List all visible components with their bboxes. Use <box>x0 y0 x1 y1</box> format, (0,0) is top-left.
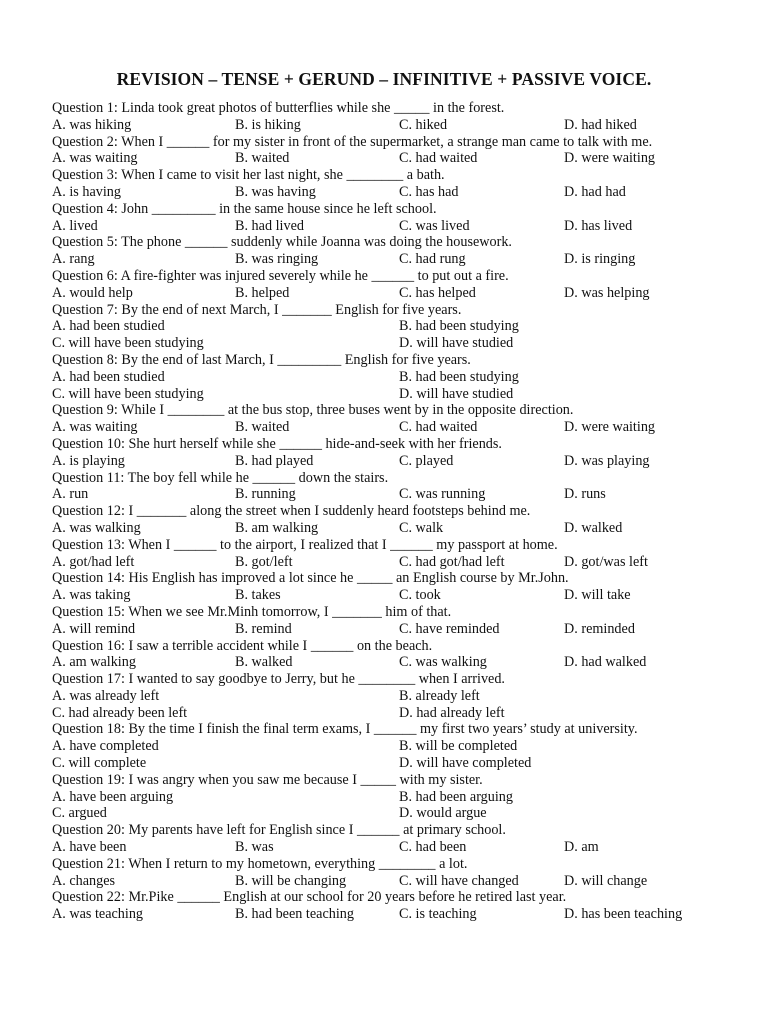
question-text: Question 3: When I came to visit her last night, she ________ a bath. <box>52 167 445 184</box>
answer-option: C. hiked <box>399 116 448 133</box>
option-row <box>52 839 742 856</box>
option-row <box>52 386 742 403</box>
answer-option: A. had been studied <box>52 368 165 385</box>
answer-option: B. remind <box>235 620 292 637</box>
question-text: Question 2: When I ______ for my sister in front of the supermarket, a strange man came to talk with me. <box>52 133 653 150</box>
answer-option: A. have been arguing <box>52 788 174 805</box>
answer-option: A. changes <box>52 872 116 889</box>
answer-option: A. have been <box>52 839 127 856</box>
question-text: Question 22: Mr.Pike ______ English at our school for 20 years before he retired last year. <box>52 889 567 906</box>
answer-option: D. will have completed <box>399 755 532 772</box>
answer-option: D. had already left <box>399 704 505 721</box>
option-row <box>52 705 742 722</box>
option-row <box>52 755 742 772</box>
answer-option: B. had been arguing <box>399 788 513 805</box>
answer-option: B. had been studying <box>399 368 519 385</box>
answer-option: C. walk <box>399 519 444 536</box>
answer-option: D. will change <box>564 872 648 889</box>
answer-option: B. had played <box>235 452 314 469</box>
question-text: Question 1: Linda took great photos of butterflies while she _____ in the forest. <box>52 100 505 116</box>
answer-option: C. will have been studying <box>52 385 204 402</box>
question-text: Question 21: When I return to my hometown, everything ________ a lot. <box>52 855 468 872</box>
option-row <box>52 369 742 386</box>
answer-option: C. has helped <box>399 284 476 301</box>
answer-option: C. will have been studying <box>52 335 204 352</box>
answer-option: B. waited <box>235 150 290 167</box>
answer-option: D. would argue <box>399 805 487 822</box>
answer-option: A. was waiting <box>52 150 138 167</box>
answer-option: A. rang <box>52 251 95 268</box>
answer-option: D. runs <box>564 486 606 503</box>
question-text: Question 17: I wanted to say goodbye to Jerry, but he ________ when I arrived. <box>52 671 505 688</box>
answer-option: B. was having <box>235 183 316 200</box>
answer-option: B. was ringing <box>235 251 319 268</box>
answer-option: D. is ringing <box>564 251 636 268</box>
answer-option: D. reminded <box>564 620 635 637</box>
question-text: Question 5: The phone ______ suddenly while Joanna was doing the housework. <box>52 234 512 251</box>
option-row <box>52 688 742 705</box>
answer-option: D. will have studied <box>399 335 514 352</box>
option-row <box>52 335 742 352</box>
answer-option: B. is hiking <box>235 116 301 133</box>
answer-option: C. was lived <box>399 217 470 234</box>
answer-option: C. argued <box>52 805 107 822</box>
answer-option: C. was walking <box>399 654 487 671</box>
answer-option: C. has had <box>399 183 459 200</box>
question-text: Question 15: When we see Mr.Minh tomorrow, I _______ him of that. <box>52 603 452 620</box>
answer-option: B. am walking <box>235 519 319 536</box>
answer-option: B. was <box>235 839 274 856</box>
answer-option: A. will remind <box>52 620 136 637</box>
answer-option: B. waited <box>235 419 290 436</box>
option-row <box>52 184 742 201</box>
answer-option: D. had hiked <box>564 116 637 133</box>
answer-option: A. was teaching <box>52 906 144 923</box>
answer-option: C. had been <box>399 839 467 856</box>
answer-option: A. had been studied <box>52 318 165 335</box>
answer-option: D. had had <box>564 183 626 200</box>
answer-option: B. had lived <box>235 217 304 234</box>
answer-option: D. were waiting <box>564 150 656 167</box>
answer-option: B. helped <box>235 284 290 301</box>
answer-option: B. will be changing <box>235 872 347 889</box>
answer-option: C. had got/had left <box>399 553 505 570</box>
option-row <box>52 150 742 167</box>
option-row <box>52 251 742 268</box>
option-row <box>52 285 742 302</box>
answer-option: B. running <box>235 486 296 503</box>
answer-option: C. had already been left <box>52 704 188 721</box>
option-row <box>52 789 742 806</box>
answer-option: B. will be completed <box>399 738 518 755</box>
answer-option: A. was already left <box>52 687 160 704</box>
answer-option: A. was waiting <box>52 419 138 436</box>
answer-option: A. run <box>52 486 89 503</box>
question-list <box>52 100 742 923</box>
option-row <box>52 554 742 571</box>
question-text: Question 20: My parents have left for English since I ______ at primary school. <box>52 822 506 839</box>
answer-option: A. would help <box>52 284 133 301</box>
option-row <box>52 318 742 335</box>
answer-option: C. had waited <box>399 150 478 167</box>
question-text: Question 14: His English has improved a lot since he _____ an English course by Mr.John. <box>52 570 569 587</box>
answer-option: C. will have changed <box>399 872 519 889</box>
option-row <box>52 218 742 235</box>
answer-option: B. had been teaching <box>235 906 354 923</box>
option-row <box>52 906 742 923</box>
answer-option: B. had been studying <box>399 318 519 335</box>
answer-option: A. got/had left <box>52 553 135 570</box>
answer-option: C. played <box>399 452 454 469</box>
answer-option: A. is having <box>52 183 121 200</box>
answer-option: B. got/left <box>235 553 293 570</box>
question-text: Question 12: I _______ along the street when I suddenly heard footsteps behind me. <box>52 503 531 520</box>
answer-option: A. was walking <box>52 519 141 536</box>
option-row <box>52 805 742 822</box>
option-row <box>52 520 742 537</box>
answer-option: C. took <box>399 587 441 604</box>
answer-option: C. had rung <box>399 251 466 268</box>
answer-option: A. was taking <box>52 587 131 604</box>
question-text: Question 16: I saw a terrible accident while I ______ on the beach. <box>52 637 433 654</box>
answer-option: D. will have studied <box>399 385 514 402</box>
answer-option: A. is playing <box>52 452 125 469</box>
option-row <box>52 453 742 470</box>
question-text: Question 8: By the end of last March, I _________ English for five years. <box>52 351 471 368</box>
option-row <box>52 117 742 134</box>
option-row <box>52 486 742 503</box>
answer-option: D. am <box>564 839 599 856</box>
question-text: Question 6: A fire-fighter was injured severely while he ______ to put out a fire. <box>52 267 509 284</box>
answer-option: C. is teaching <box>399 906 477 923</box>
answer-option: C. have reminded <box>399 620 500 637</box>
answer-option: D. was playing <box>564 452 650 469</box>
answer-option: D. walked <box>564 519 623 536</box>
answer-option: B. already left <box>399 687 480 704</box>
option-row <box>52 654 742 671</box>
answer-option: D. got/was left <box>564 553 648 570</box>
question-text: Question 9: While I ________ at the bus stop, three buses went by in the opposite direction. <box>52 402 574 419</box>
answer-option: C. will complete <box>52 755 147 772</box>
answer-option: C. was running <box>399 486 486 503</box>
question-text: Question 7: By the end of next March, I _______ English for five years. <box>52 301 462 318</box>
question-text: Question 11: The boy fell while he ______ down the stairs. <box>52 469 389 486</box>
question-text: Question 10: She hurt herself while she ______ hide-and-seek with her friends. <box>52 435 502 452</box>
answer-option: A. have completed <box>52 738 159 755</box>
answer-option: D. were waiting <box>564 419 656 436</box>
question-text: Question 4: John _________ in the same house since he left school. <box>52 200 437 217</box>
answer-option: B. walked <box>235 654 293 671</box>
option-row <box>52 873 742 890</box>
question-text: Question 19: I was angry when you saw me because I _____ with my sister. <box>52 771 483 788</box>
answer-option: B. takes <box>235 587 281 604</box>
answer-option: A. am walking <box>52 654 136 671</box>
answer-option: C. had waited <box>399 419 478 436</box>
option-row <box>52 738 742 755</box>
question-text: Question 13: When I ______ to the airport, I realized that I ______ my passport at home. <box>52 536 558 553</box>
answer-option: A. lived <box>52 217 98 234</box>
question-text: Question 18: By the time I finish the final term exams, I ______ my first two years’ study at university. <box>52 721 638 738</box>
option-row <box>52 587 742 604</box>
answer-option: D. will take <box>564 587 631 604</box>
option-row <box>52 621 742 638</box>
page-title: REVISION – TENSE + GERUND – INFINITIVE + PASSIVE VOICE. <box>116 69 652 89</box>
option-row <box>52 419 742 436</box>
answer-option: D. has lived <box>564 217 633 234</box>
answer-option: D. has been teaching <box>564 906 683 923</box>
answer-option: A. was hiking <box>52 116 132 133</box>
answer-option: D. had walked <box>564 654 647 671</box>
answer-option: D. was helping <box>564 284 650 301</box>
